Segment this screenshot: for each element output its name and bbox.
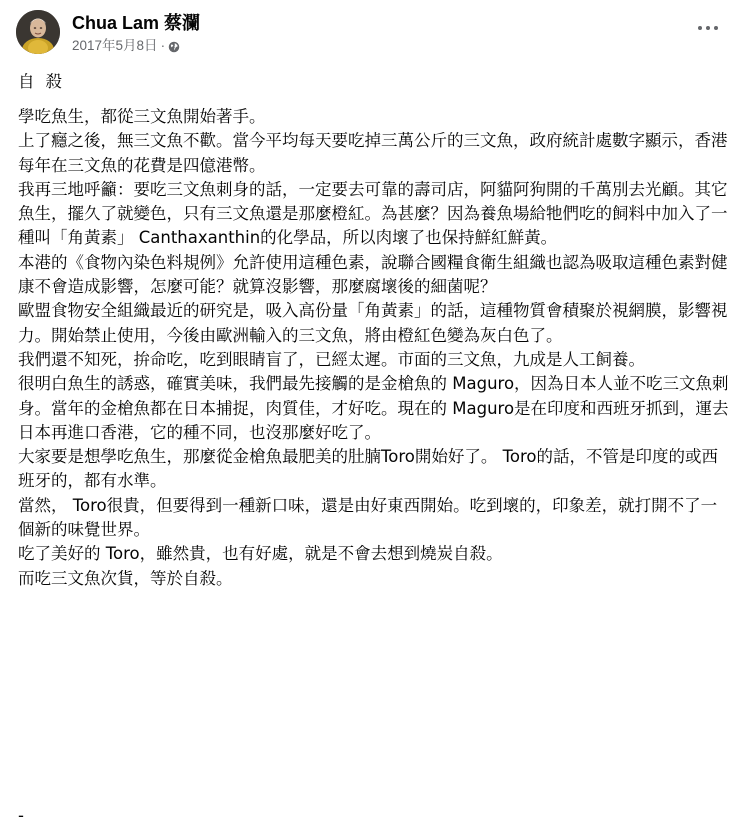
paragraph: 上了癮之後，無三文魚不歡。當今平均每天要吃掉三萬公斤的三文魚，政府統計處數字顯示，香港每年在三文魚的花費是四億港幣。 bbox=[18, 131, 728, 175]
paragraph: 本港的《食物內染色料規例》允許使用這種色素，說聯合國糧食衛生組織也認為吸取這種色素對健康不會造成影響，怎麼可能？就算沒影響，那麼腐壞後的細菌呢？ bbox=[18, 252, 728, 297]
post-title: 自殺 bbox=[18, 72, 73, 91]
paragraph: 大家要是想學吃魚生，那麼從金槍魚最肥美的肚腩Toro開始好了。 Toro的話，不管是印度的或西班牙的，都有水準。 bbox=[18, 447, 719, 491]
more-options-button[interactable] bbox=[692, 16, 724, 40]
paragraph: 學吃魚生，都從三文魚開始著手。 bbox=[18, 107, 266, 126]
more-horizontal-icon-dot bbox=[714, 26, 718, 30]
paragraph: 我們還不知死，拚命吃，吃到眼睛盲了，已經太遲。市面的三文魚，九成是人工飼養。 bbox=[18, 349, 645, 369]
author-name[interactable]: Chua Lam 蔡瀾 bbox=[72, 13, 201, 33]
globe-icon[interactable] bbox=[168, 40, 180, 52]
paragraph: 吃了美好的 Toro，雖然貴，也有好處，就是不會去想到燒炭自殺。 bbox=[18, 544, 503, 564]
paragraph: 歐盟食物安全組織最近的研究是，吸入高份量「角黃素」的話，這種物質會積聚於視網膜，影響視力。開始禁止使用，今後由歐洲輸入的三文魚，將由橙紅色變為灰白色了。 bbox=[18, 301, 728, 345]
avatar[interactable] bbox=[16, 10, 60, 54]
meta-separator: · bbox=[160, 38, 166, 53]
more-horizontal-icon-dot bbox=[706, 26, 710, 30]
paragraph: 我再三地呼籲：要吃三文魚刺身的話，一定要去可靠的壽司店，阿貓阿狗開的千萬別去光顧。其它魚生，擺久了就變色，只有三文魚還是那麼橙紅。為甚麼？因為養魚場給牠們吃的飼料中加入了一種叫「角黃素」 Canthaxanthin的化學品，所以肉壞了也保持鮮紅鮮黃。 bbox=[18, 179, 728, 248]
paragraph: 而吃三文魚次貨，等於自殺。 bbox=[18, 568, 233, 588]
paragraph: 很明白魚生的誘惑，確實美味，我們最先接觸的是金槍魚的 Maguro，因為日本人並不吃三文魚刺身。當年的金槍魚都在日本捕捉，肉質佳，才好吃。現在的 Maguro是在印度和西班牙抓到，運去日本再進口香港，它的種不同，也沒那麼好吃了。 bbox=[18, 374, 729, 442]
post-header bbox=[16, 10, 724, 56]
post-meta bbox=[72, 37, 180, 55]
avatar-image bbox=[16, 10, 60, 54]
post-date[interactable]: 2017年5月8日 bbox=[72, 38, 158, 53]
more-horizontal-icon bbox=[698, 26, 702, 30]
trailing-dash: - bbox=[18, 806, 24, 825]
post-body bbox=[18, 70, 730, 591]
paragraph: 當然， Toro很貴，但要得到一種新口味，還是由好東西開始。吃到壞的，印象差，就打開不了一個新的味覺世界。 bbox=[18, 495, 718, 540]
